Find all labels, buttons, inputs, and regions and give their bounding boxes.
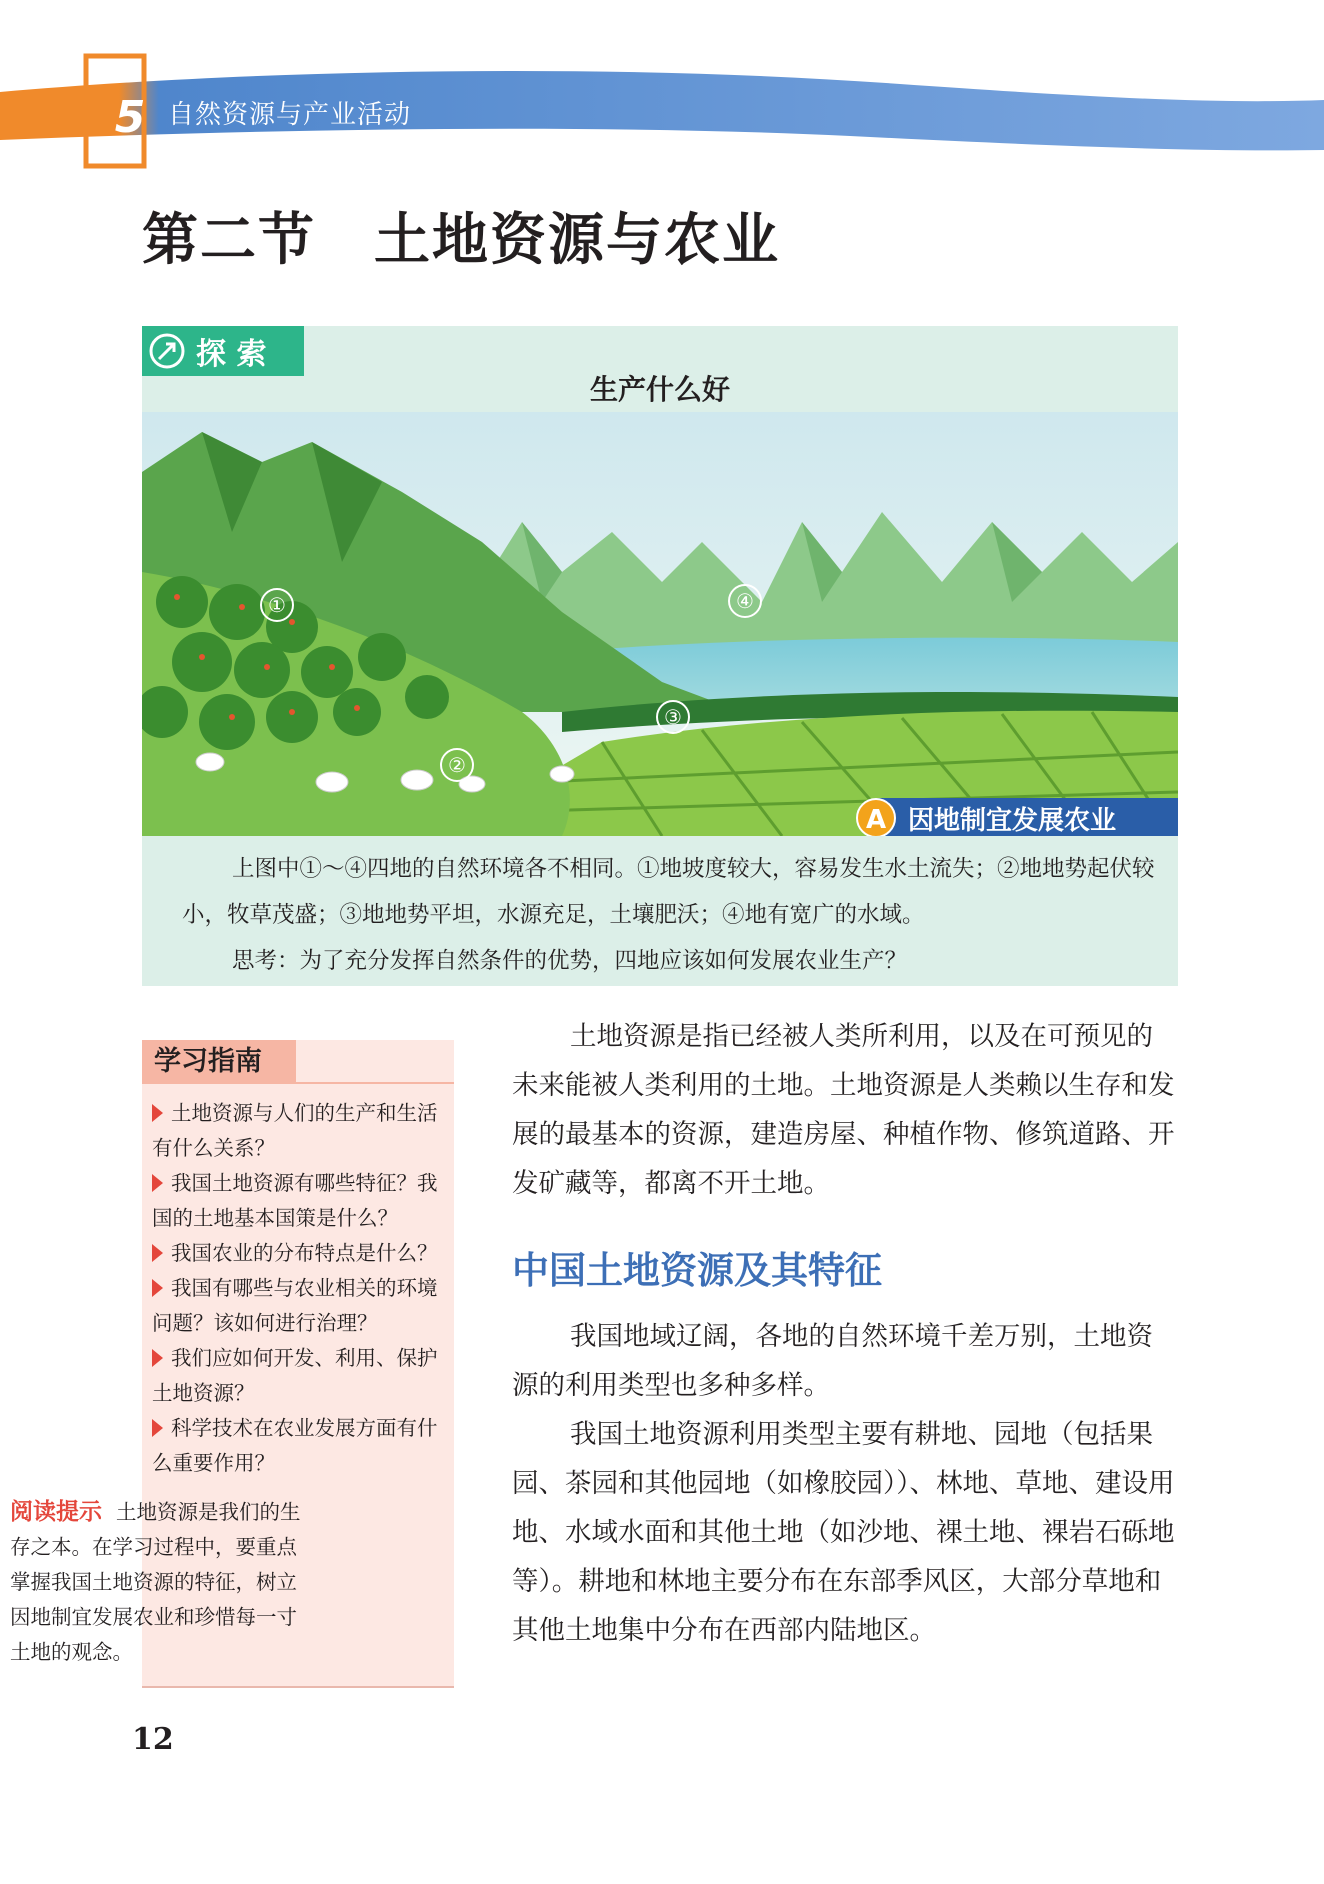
explore-title: 生产什么好 bbox=[589, 373, 730, 406]
chapter-banner bbox=[0, 0, 1324, 170]
study-guide-list bbox=[152, 1096, 450, 1481]
explore-box bbox=[142, 326, 1178, 986]
study-guide-item: 科学技术在农业发展方面有什么重要作用？ bbox=[152, 1416, 438, 1475]
triangle-bullet-icon bbox=[152, 1244, 163, 1262]
study-guide-item: 我国农业的分布特点是什么？ bbox=[152, 1236, 450, 1271]
triangle-bullet-icon bbox=[152, 1104, 163, 1122]
subheading: 中国土地资源及其特征 bbox=[512, 1248, 882, 1292]
chapter-title: 自然资源与产业活动 bbox=[168, 100, 412, 130]
study-guide-item: 我们应如何开发、利用、保护土地资源？ bbox=[152, 1346, 438, 1405]
topic-ribbon bbox=[860, 798, 1178, 836]
landscape-image bbox=[142, 412, 1178, 836]
triangle-bullet-icon bbox=[152, 1349, 163, 1367]
marker-1: ① bbox=[260, 588, 294, 622]
landscape-illustration bbox=[142, 412, 1178, 836]
study-guide-divider bbox=[142, 1082, 454, 1084]
study-guide-item: 土地资源与人们的生产和生活有什么关系？ bbox=[152, 1101, 438, 1160]
ribbon-label: 因地制宜发展农业 bbox=[908, 805, 1117, 836]
study-guide-item: 我国土地资源有哪些特征？我国的土地基本国策是什么？ bbox=[152, 1171, 438, 1230]
reading-tip-text: 土地资源是我们的生存之本。在学习过程中，要重点掌握我国土地资源的特征，树立因地制宜发展农业和珍惜每一寸土地的观念。 bbox=[10, 1500, 301, 1664]
chapter-number: 5 bbox=[114, 92, 146, 143]
marker-4: ④ bbox=[728, 584, 762, 618]
ribbon-badge: A bbox=[856, 798, 896, 836]
explore-text bbox=[182, 846, 1172, 984]
triangle-bullet-icon bbox=[152, 1174, 163, 1192]
study-guide-item: 我国有哪些与农业相关的环境问题？该如何进行治理？ bbox=[152, 1276, 438, 1335]
section-title: 第二节 土地资源与农业 bbox=[142, 207, 780, 273]
body-paragraph: 我国土地资源利用类型主要有耕地、园地（包括果园、茶园和其他园地（如橡胶园））、林地、草地、建设用地、水域水面和其他土地（如沙地、裸土地、裸岩石砾地等）。耕地和林地主要分布在东部季风区，大部分草地和其他土地集中分布在西部内陆地区。 bbox=[512, 1419, 1175, 1646]
explore-question: 思考：为了充分发挥自然条件的优势，四地应该如何发展农业生产？ bbox=[232, 948, 908, 974]
reading-tip-label: 阅读提示 bbox=[10, 1499, 102, 1525]
reading-tip bbox=[10, 1495, 308, 1670]
triangle-bullet-icon bbox=[152, 1279, 163, 1297]
intro-text bbox=[512, 1012, 1178, 1208]
explore-tag-label: 探 索 bbox=[196, 337, 267, 372]
compass-arrow-icon bbox=[148, 332, 186, 370]
explore-paragraph: 上图中①～④四地的自然环境各不相同。①地坡度较大，容易发生水土流失；②地地势起伏较小，牧草茂盛；③地地势平坦，水源充足，土壤肥沃；④地有宽广的水域。 bbox=[182, 856, 1155, 928]
study-guide-title: 学习指南 bbox=[142, 1040, 296, 1084]
page-number: 12 bbox=[132, 1722, 174, 1757]
body-section bbox=[512, 1312, 1178, 1655]
body-paragraph: 我国地域辽阔，各地的自然环境千差万别，土地资源的利用类型也多种多样。 bbox=[512, 1321, 1153, 1401]
triangle-bullet-icon bbox=[152, 1419, 163, 1437]
intro-paragraph: 土地资源是指已经被人类所利用，以及在可预见的未来能被人类利用的土地。土地资源是人类赖以生存和发展的最基本的资源，建造房屋、种植作物、修筑道路、开发矿藏等，都离不开土地。 bbox=[512, 1021, 1175, 1199]
marker-2: ② bbox=[440, 748, 474, 782]
banner-graphic bbox=[0, 0, 1324, 170]
marker-3: ③ bbox=[656, 700, 690, 734]
